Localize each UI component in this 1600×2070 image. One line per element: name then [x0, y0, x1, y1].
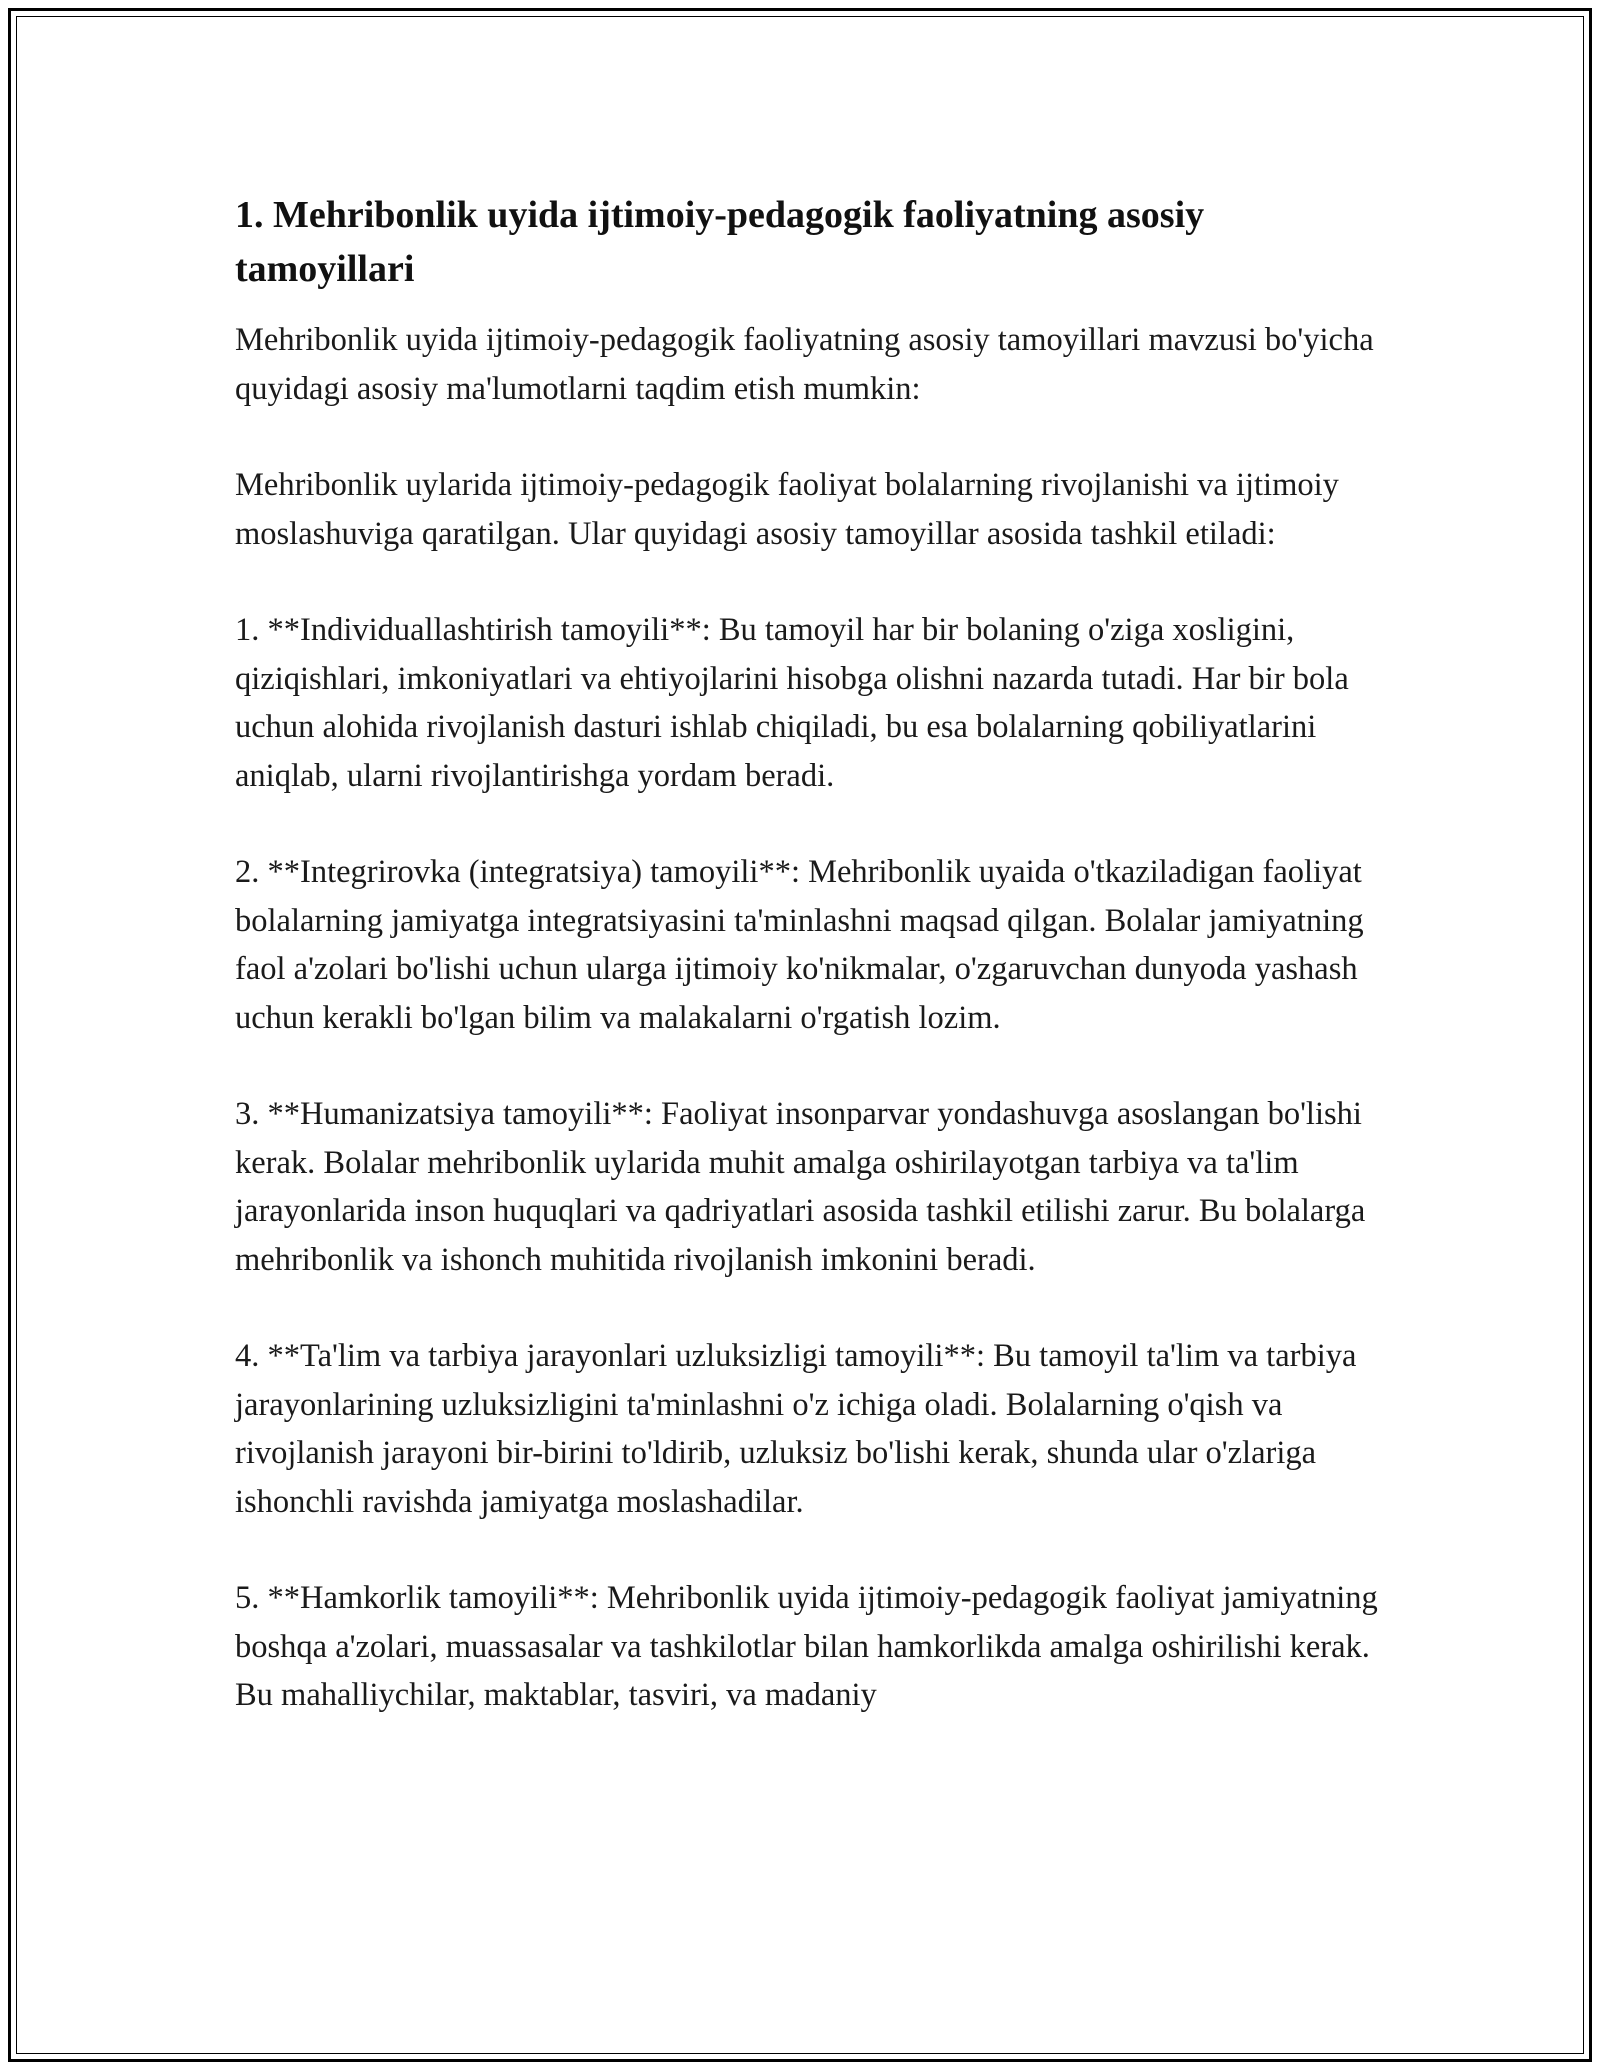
paragraph-overview: Mehribonlik uylarida ijtimoiy-pedagogik faoliyat bolalarning rivojlanishi va ijtimoiy moslashuviga qaratilgan. Ular quyidagi asosiy tamoyillar asosida tashkil etiladi: [235, 467, 1339, 552]
paragraph-principle-5: 5. **Hamkorlik tamoyili**: Mehribonlik uyida ijtimoiy-pedagogik faoliyat jamiyatning boshqa a'zolari, muassasalar va tashkilotlar bilan hamkorlikda amalga oshirilishi kerak. Bu mahalliychilar, maktablar, tasviri, va madaniy [235, 1580, 1378, 1713]
paragraph-principle-2: 2. **Integrirovka (integratsiya) tamoyili**: Mehribonlik uyaida o'tkaziladigan faoliyat bolalarning jamiyatga integratsiyasini ta'minlashni maqsad qilgan. Bolalar jamiyatning faol a'zolari bo'lishi uchun ularga ijtimoiy ko'nikmalar, o'zgaruvchan dunyoda yashash uchun kerakli bo'lgan bilim va malakalarni o'rgatish lozim. [235, 854, 1364, 1036]
paragraph-principle-4: 4. **Ta'lim va tarbiya jarayonlari uzluksizligi tamoyili**: Bu tamoyil ta'lim va tarbiya jarayonlarining uzluksizligini ta'minlashni o'z ichiga oladi. Bolalarning o'qish va rivojlanish jarayoni bir-birini to'ldirib, uzluksiz bo'lishi kerak, shunda ular o'zlariga ishonchli ravishda jamiyatga moslashadilar. [235, 1338, 1357, 1520]
document-body [235, 188, 1385, 1768]
intro-paragraph: Mehribonlik uyida ijtimoiy-pedagogik faoliyatning asosiy tamoyillari mavzusi bo'yicha quyidagi asosiy ma'lumotlarni taqdim etish mumkin: [235, 322, 1374, 407]
document-title: 1. Mehribonlik uyida ijtimoiy-pedagogik faoliyatning asosiy tamoyillari [235, 194, 1205, 290]
paragraph-principle-1: 1. **Individuallashtirish tamoyili**: Bu tamoyil har bir bolaning o'ziga xosligini, qiziqishlari, imkoniyatlari va ehtiyojlarini hisobga olishni nazarda tutadi. Har bir bola uchun alohida rivojlanish dasturi ishlab chiqiladi, bu esa bolalarning qobiliyatlarini aniqlab, ularni rivojlantirishga yordam beradi. [235, 612, 1349, 794]
paragraph-principle-3: 3. **Humanizatsiya tamoyili**: Faoliyat insonparvar yondashuvga asoslangan bo'lishi kerak. Bolalar mehribonlik uylarida muhit amalga oshirilayotgan tarbiya va ta'lim jarayonlarida inson huquqlari va qadriyatlari asosida tashkil etilishi zarur. Bu bolalarga mehribonlik va ishonch muhitida rivojlanish imkonini beradi. [235, 1096, 1366, 1278]
